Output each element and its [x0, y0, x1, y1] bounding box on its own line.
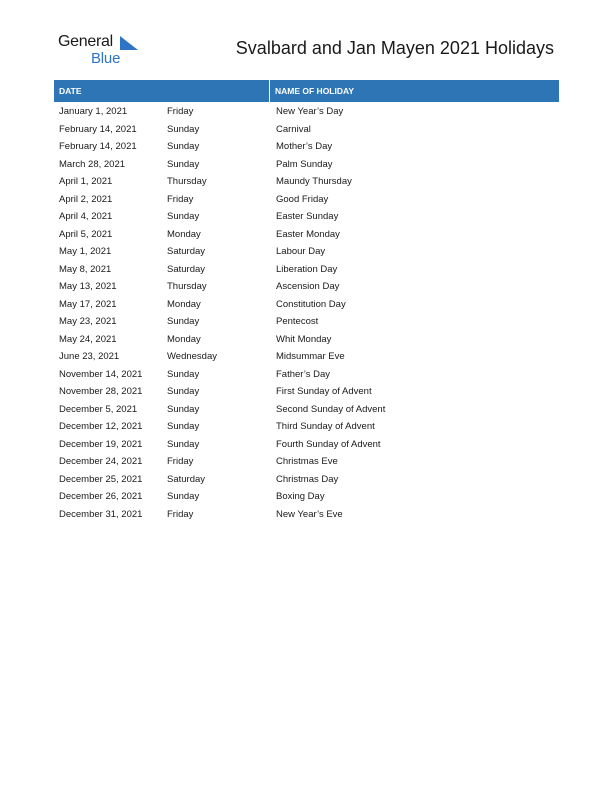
page-title: Svalbard and Jan Mayen 2021 Holidays — [235, 38, 554, 58]
holiday-date: December 5, 2021 — [59, 403, 138, 415]
holiday-date: April 2, 2021 — [59, 193, 113, 205]
holiday-name: New Year’s Eve — [276, 508, 343, 520]
holiday-name: Constitution Day — [276, 298, 346, 310]
holiday-date: December 19, 2021 — [59, 438, 143, 450]
table-row — [54, 156, 559, 174]
holiday-date: December 24, 2021 — [59, 456, 143, 468]
holiday-name: Pentecost — [276, 316, 319, 328]
holiday-date: December 26, 2021 — [59, 491, 143, 503]
holiday-date: April 4, 2021 — [59, 211, 113, 223]
table-row — [54, 261, 559, 279]
logo-word-general: General — [58, 33, 113, 50]
holiday-date: May 1, 2021 — [59, 246, 112, 258]
holiday-date: November 14, 2021 — [59, 368, 143, 380]
table-row — [54, 226, 559, 244]
holiday-name: Liberation Day — [276, 263, 338, 275]
holiday-name: Palm Sunday — [276, 158, 333, 170]
holiday-weekday: Sunday — [167, 386, 200, 398]
holiday-weekday: Sunday — [167, 211, 200, 223]
holiday-name: Carnival — [276, 123, 311, 135]
holiday-weekday: Saturday — [167, 263, 206, 275]
table-row — [54, 243, 559, 261]
holiday-date: December 12, 2021 — [59, 421, 143, 433]
holiday-weekday: Sunday — [167, 316, 200, 328]
holiday-name: Ascension Day — [276, 281, 340, 293]
table-body — [54, 103, 559, 523]
holiday-name: Easter Sunday — [276, 211, 339, 223]
table-row — [54, 366, 559, 384]
holiday-date: May 8, 2021 — [59, 263, 112, 275]
holiday-date: November 28, 2021 — [59, 386, 143, 398]
holiday-date: May 17, 2021 — [59, 298, 117, 310]
holiday-name: Good Friday — [276, 193, 329, 205]
holiday-name: Christmas Eve — [276, 456, 338, 468]
holiday-date: May 13, 2021 — [59, 281, 117, 293]
holiday-weekday: Wednesday — [167, 351, 217, 363]
header-holiday-name: NAME OF HOLIDAY — [270, 80, 559, 102]
table-row — [54, 401, 559, 419]
holiday-name: Maundy Thursday — [276, 176, 352, 188]
holiday-weekday: Sunday — [167, 438, 200, 450]
generalblue-logo — [58, 33, 148, 69]
holiday-date: December 31, 2021 — [59, 508, 143, 520]
holiday-name: Midsummar Eve — [276, 351, 345, 363]
logo-flag-icon — [120, 36, 138, 50]
holiday-date: May 24, 2021 — [59, 333, 117, 345]
table-row — [54, 313, 559, 331]
table-row — [54, 278, 559, 296]
holiday-name: Second Sunday of Advent — [276, 403, 386, 415]
table-row — [54, 383, 559, 401]
table-row — [54, 103, 559, 121]
table-row — [54, 418, 559, 436]
holiday-name: Father’s Day — [276, 368, 331, 380]
holiday-weekday: Sunday — [167, 403, 200, 415]
holiday-date: February 14, 2021 — [59, 141, 137, 153]
holiday-date: April 1, 2021 — [59, 176, 113, 188]
table-row — [54, 296, 559, 314]
holiday-weekday: Sunday — [167, 368, 200, 380]
holiday-date: March 28, 2021 — [59, 158, 126, 170]
holiday-weekday: Thursday — [167, 176, 207, 188]
logo-word-blue: Blue — [91, 50, 121, 67]
holiday-date: January 1, 2021 — [59, 106, 128, 118]
table-row — [54, 191, 559, 209]
table-row — [54, 331, 559, 349]
holiday-name: Easter Monday — [276, 228, 340, 240]
holiday-name: Christmas Day — [276, 473, 339, 485]
holiday-weekday: Saturday — [167, 473, 206, 485]
holiday-name: Fourth Sunday of Advent — [276, 438, 381, 450]
holiday-weekday: Sunday — [167, 141, 200, 153]
table-row — [54, 453, 559, 471]
table-row — [54, 471, 559, 489]
holiday-weekday: Friday — [167, 456, 194, 468]
table-row — [54, 173, 559, 191]
table-header — [54, 80, 559, 102]
table-row — [54, 208, 559, 226]
holiday-weekday: Thursday — [167, 281, 207, 293]
holiday-name: Labour Day — [276, 246, 326, 258]
holiday-weekday: Friday — [167, 106, 194, 118]
holiday-weekday: Monday — [167, 228, 201, 240]
table-row — [54, 121, 559, 139]
holiday-name: New Year’s Day — [276, 106, 344, 118]
holiday-date: May 23, 2021 — [59, 316, 117, 328]
header-date: DATE — [54, 80, 270, 102]
holiday-weekday: Sunday — [167, 421, 200, 433]
holiday-name: Mother’s Day — [276, 141, 333, 153]
holiday-weekday: Saturday — [167, 246, 206, 258]
holiday-weekday: Monday — [167, 333, 201, 345]
table-row — [54, 348, 559, 366]
holiday-weekday: Sunday — [167, 123, 200, 135]
holiday-name: First Sunday of Advent — [276, 386, 372, 398]
holiday-weekday: Sunday — [167, 491, 200, 503]
holiday-date: February 14, 2021 — [59, 123, 137, 135]
table-row — [54, 138, 559, 156]
table-row — [54, 488, 559, 506]
holiday-date: April 5, 2021 — [59, 228, 113, 240]
table-row — [54, 436, 559, 454]
holiday-weekday: Monday — [167, 298, 201, 310]
holiday-weekday: Friday — [167, 508, 194, 520]
holiday-date: June 23, 2021 — [59, 351, 120, 363]
holiday-name: Whit Monday — [276, 333, 332, 345]
holiday-date: December 25, 2021 — [59, 473, 143, 485]
holiday-name: Boxing Day — [276, 491, 325, 503]
table-row — [54, 506, 559, 524]
holiday-weekday: Sunday — [167, 158, 200, 170]
holiday-name: Third Sunday of Advent — [276, 421, 375, 433]
holiday-table — [54, 80, 559, 523]
holiday-weekday: Friday — [167, 193, 194, 205]
